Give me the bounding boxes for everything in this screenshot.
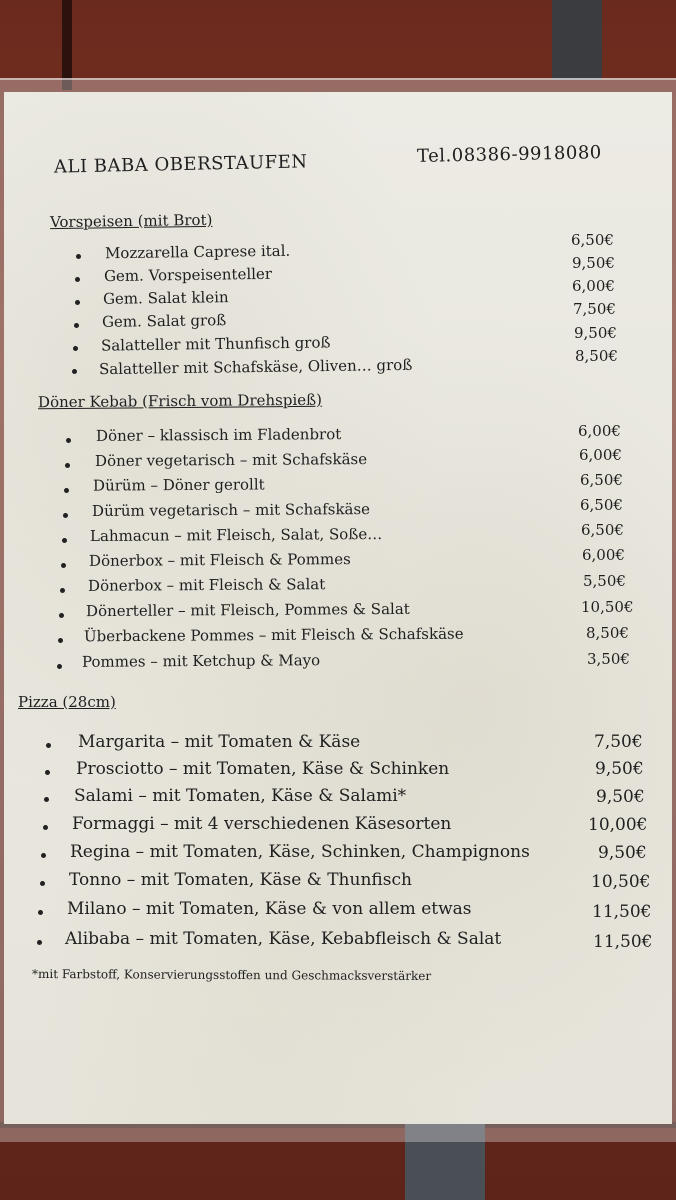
menu-item-name: Pommes – mit Ketchup & Mayo <box>81 651 321 671</box>
bullet <box>64 488 69 493</box>
menu-item-price: 6,50€ <box>580 496 623 514</box>
menu-item-name: Margarita – mit Tomaten & Käse <box>78 732 361 752</box>
menu-item-name: Dönerbox – mit Fleisch & Salat <box>87 575 326 595</box>
phone-number: Tel.08386-9918080 <box>416 142 602 167</box>
menu-item-name: Formaggi – mit 4 verschiedenen Käsesorten <box>72 814 452 834</box>
bullet <box>72 369 77 374</box>
bullet <box>41 853 46 858</box>
bullet <box>61 563 66 568</box>
bullet <box>62 538 67 543</box>
menu-item-name: Dönerbox – mit Fleisch & Pommes <box>88 550 351 570</box>
menu-item-name: Dürüm – Döner gerollt <box>92 475 265 495</box>
bullet <box>60 588 65 593</box>
table-gap <box>552 0 602 80</box>
bullet <box>44 797 49 802</box>
menu-item-name: Gem. Salat klein <box>102 288 229 308</box>
bullet <box>66 438 71 443</box>
bullet <box>45 770 50 775</box>
menu-item-price: 6,00€ <box>582 546 625 564</box>
bullet <box>57 664 62 669</box>
menu-item-name: Lahmacun – mit Fleisch, Salat, Soße… <box>89 524 383 546</box>
menu-item-price: 3,50€ <box>587 650 630 668</box>
menu-item-name: Tonno – mit Tomaten, Käse & Thunfisch <box>69 870 412 890</box>
menu-item-price: 8,50€ <box>575 347 618 365</box>
menu-item-name: Gem. Vorspeisenteller <box>103 264 273 286</box>
bullet <box>75 277 80 282</box>
menu-item-name: Salami – mit Tomaten, Käse & Salami* <box>74 786 407 806</box>
menu-item-price: 10,00€ <box>588 815 648 835</box>
bullet <box>76 254 81 259</box>
menu-item-name: Regina – mit Tomaten, Käse, Schinken, Champignons <box>70 842 530 862</box>
bullet <box>38 910 43 915</box>
menu-item-price: 9,50€ <box>595 759 644 779</box>
menu-item-price: 6,00€ <box>579 446 622 464</box>
menu-item-price: 6,00€ <box>578 422 621 440</box>
restaurant-name: ALI BABA OBERSTAUFEN <box>53 151 308 178</box>
menu-item-price: 6,50€ <box>581 521 624 539</box>
bullet <box>74 323 79 328</box>
menu-item-name: Alibaba – mit Tomaten, Käse, Kebabfleisch & Salat <box>65 929 502 949</box>
bullet <box>75 300 80 305</box>
menu-item-price: 5,50€ <box>583 572 626 590</box>
bullet <box>63 513 68 518</box>
section-heading: Vorspeisen (mit Brot) <box>49 210 213 232</box>
menu-item-price: 10,50€ <box>591 872 651 892</box>
menu-item-price: 7,50€ <box>573 300 616 318</box>
menu-item-name: Mozzarella Caprese ital. <box>104 241 291 263</box>
menu-item-price: 9,50€ <box>574 324 617 342</box>
menu-item-price: 11,50€ <box>592 902 652 922</box>
bullet <box>73 346 78 351</box>
table-gap <box>62 0 72 90</box>
bullet <box>43 825 48 830</box>
menu-item-price: 8,50€ <box>586 624 629 642</box>
menu-item-name: Salatteller mit Thunfisch groß <box>100 333 331 355</box>
section-heading: Döner Kebab (Frisch vom Drehspieß) <box>37 390 323 412</box>
menu-item-name: Gem. Salat groß <box>101 311 227 331</box>
menu-item-price: 6,50€ <box>580 471 623 489</box>
bullet <box>40 881 45 886</box>
bullet <box>58 638 63 643</box>
menu-item-price: 11,50€ <box>593 932 653 952</box>
menu-item-name: Döner – klassisch im Fladenbrot <box>95 425 342 445</box>
menu-item-price: 6,50€ <box>571 231 614 249</box>
menu-item-name: Salatteller mit Schafskäse, Oliven… groß <box>98 355 413 379</box>
menu-item-name: Milano – mit Tomaten, Käse & von allem etwas <box>67 899 472 919</box>
menu-item-name: Prosciotto – mit Tomaten, Käse & Schinken <box>76 759 450 779</box>
section-heading: Pizza (28cm) <box>18 693 116 711</box>
bullet <box>65 463 70 468</box>
menu-item-price: 9,50€ <box>596 787 645 807</box>
footnote: *mit Farbstoff, Konservierungsstoffen und Geschmacksverstärker <box>31 966 432 984</box>
menu-item-price: 9,50€ <box>572 254 615 272</box>
menu-item-price: 9,50€ <box>598 843 647 863</box>
bullet <box>59 613 64 618</box>
menu-item-price: 10,50€ <box>581 598 634 616</box>
bullet <box>37 940 42 945</box>
menu-item-name: Döner vegetarisch – mit Schafskäse <box>94 450 368 470</box>
menu-item-name: Überbackene Pommes – mit Fleisch & Schafskäse <box>83 624 464 646</box>
bullet <box>46 743 51 748</box>
menu-item-name: Dönerteller – mit Fleisch, Pommes & Salat <box>85 599 410 621</box>
menu-sheet <box>4 92 672 1124</box>
menu-item-price: 6,00€ <box>572 277 615 295</box>
menu-item-price: 7,50€ <box>594 732 643 752</box>
menu-item-name: Dürüm vegetarisch – mit Schafskäse <box>91 500 371 520</box>
